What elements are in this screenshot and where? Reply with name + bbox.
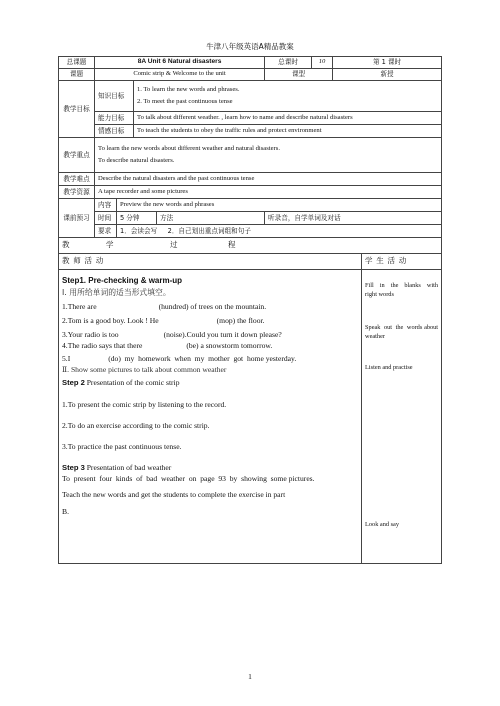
student-activity-cell (362, 270, 442, 564)
key-point-line: To describe natural disasters. (98, 156, 175, 164)
teacher-activity-cell (59, 270, 362, 564)
page-number: 1 (248, 672, 252, 681)
preview-req-value: 1．会读会写 2．自己划出重点词组和句子 (117, 225, 442, 238)
student-activity: Look and say (365, 520, 399, 528)
type-label: 课型 (265, 69, 333, 81)
student-activity: Speak out the words about weather (365, 324, 440, 341)
step3-paragraph: B. (62, 506, 69, 516)
exercise-item: 3.Your radio is too (noise).Could you turn it down please? (62, 329, 282, 339)
process-char: 学 (106, 240, 114, 250)
process-header (59, 238, 442, 254)
resources-text: A tape recorder and some pictures (95, 186, 442, 199)
preview-method-value: 听录音，自学单词及对话 (265, 212, 442, 225)
knowledge-item: 2. To meet the past continuous tense (137, 97, 233, 105)
process-char: 教 (62, 240, 70, 250)
resources-label: 教学资源 (59, 186, 95, 199)
preview-method-label: 方法 (157, 212, 265, 225)
emotion-label: 情感目标 (95, 125, 134, 138)
hours-value: 10 (312, 57, 333, 69)
preview-label: 课前预习 (59, 199, 95, 238)
ability-text: To talk about different weather. , learn how to name and describe natural disasters (134, 112, 442, 125)
process-char: 过 (170, 240, 178, 250)
key-points-text (95, 138, 442, 173)
exercise-item: 4.The radio says that there (be) a snowstorm tomorrow. (62, 340, 273, 350)
step3-heading: Step 3 Presentation of bad weather (62, 462, 172, 472)
preview-content-label: 内容 (95, 199, 117, 212)
step3-paragraph: To present four kinds of bad weather on page 93 by showing some pictures. (62, 473, 315, 483)
preview-time-value: 5 分钟 (117, 212, 157, 225)
objectives-label: 教学目标 (59, 81, 95, 138)
student-activity: Listen and practise (365, 363, 413, 371)
lesson-value: Comic strip & Welcome to the unit (95, 69, 265, 81)
emotion-text: To teach the students to obey the traffic rules and protect environment (134, 125, 442, 138)
preview-content-value: Preview the new words and phrases (117, 199, 442, 212)
topic-value: 8A Unit 6 Natural disasters (95, 57, 265, 69)
knowledge-items (134, 81, 442, 112)
preview-time-label: 时间 (95, 212, 117, 225)
key-points-label: 教学重点 (59, 138, 95, 173)
preview-req-label: 要求 (95, 225, 117, 238)
student-activity: Fill in the blanks with right words (365, 282, 440, 299)
exercise-item: 5.I (do) my homework when my mother got home yesterday. (62, 353, 297, 363)
process-char: 程 (228, 240, 236, 250)
step1-title: Step1. Pre-checking & warm-up (62, 276, 183, 285)
teacher-activity-header: 教师活动 (59, 254, 362, 270)
key-point-line: To learn the new words about different weather and natural disasters. (98, 144, 280, 152)
step2-heading: Step 2 Presentation of the comic strip (62, 377, 180, 387)
topic-label: 总课题 (59, 57, 95, 69)
step3-paragraph: Teach the new words and get the students to complete the exercise in part (62, 489, 286, 499)
lesson-number: 第 1 课时 (333, 57, 442, 69)
difficulties-label: 教学难点 (59, 173, 95, 186)
exercise-item: 1.There are (hundred) of trees on the mountain. (62, 301, 267, 311)
ability-label: 能力目标 (95, 112, 134, 125)
hours-label: 总课时 (265, 57, 312, 69)
knowledge-label: 知识目标 (95, 81, 134, 112)
part1-title: Ⅰ. 用所给单词的适当形式填空。 (62, 287, 171, 297)
exercise-item: 2.Tom is a good boy. Look ! He (mop) the floor. (62, 315, 265, 325)
step2-item: 2.To do an exercise according to the comic strip. (62, 420, 210, 430)
lesson-plan-table (58, 56, 442, 564)
page-header: 牛津八年级英语A精品教案 (206, 42, 294, 51)
difficulties-text: Describe the natural disasters and the past continuous tense (95, 173, 442, 186)
knowledge-item: 1. To learn the new words and phrases. (137, 85, 240, 93)
lesson-label: 课题 (59, 69, 95, 81)
student-activity-header: 学生活动 (362, 254, 442, 270)
step2-item: 3.To practice the past continuous tense. (62, 441, 182, 451)
step2-item: 1.To present the comic strip by listening to the record. (62, 399, 227, 409)
part2-text: Ⅱ. Show some pictures to talk about common weather (62, 364, 227, 374)
type-value: 新授 (333, 69, 442, 81)
